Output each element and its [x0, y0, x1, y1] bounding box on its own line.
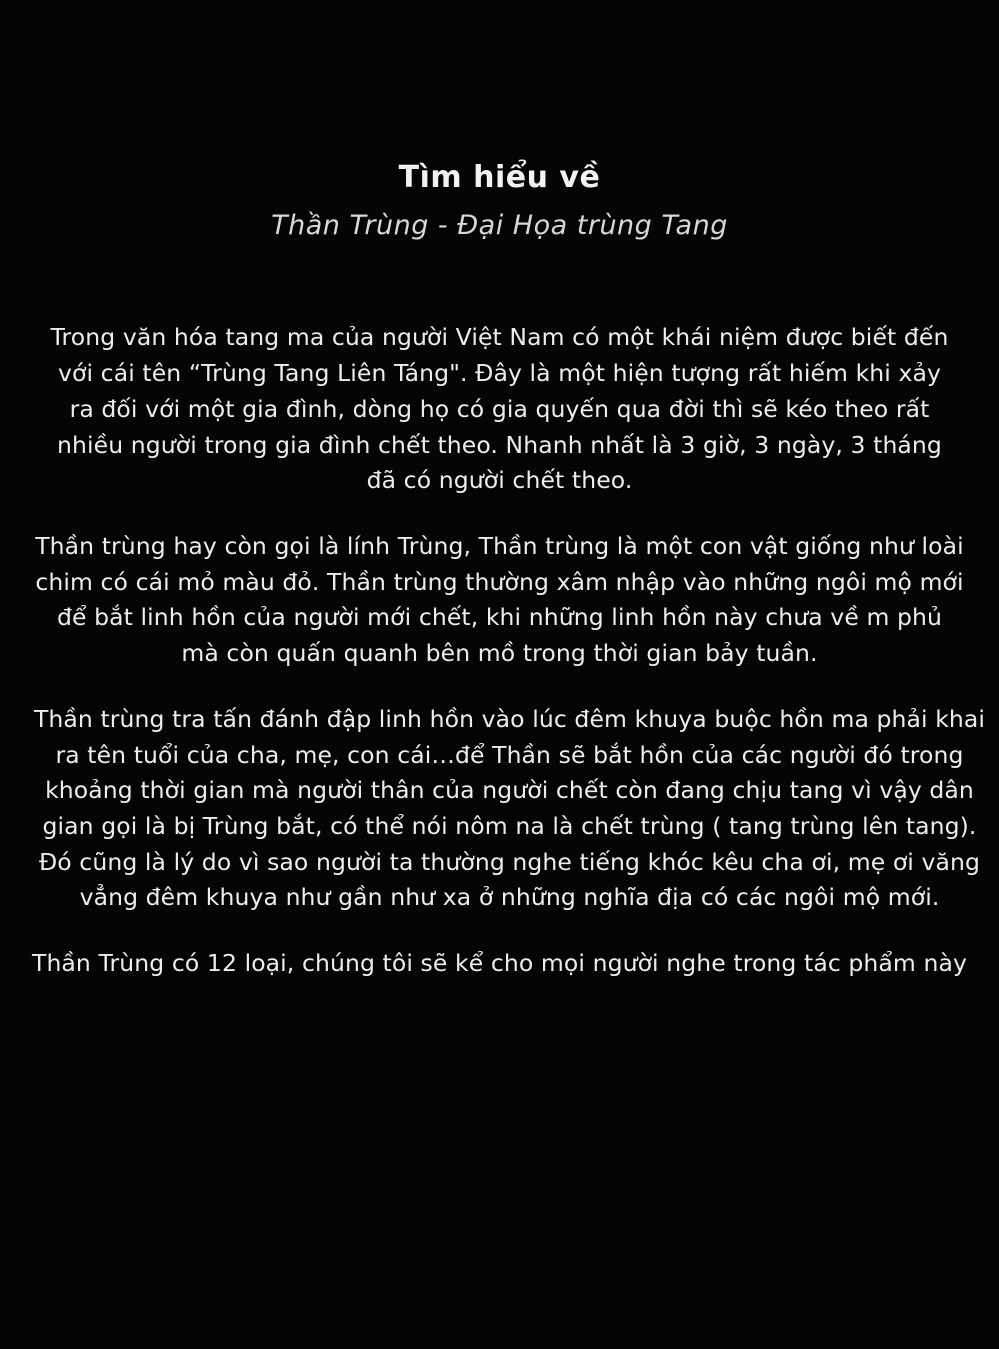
paragraph: Thần trùng tra tấn đánh đập linh hồn vào lúc đêm khuya buộc hồn ma phải khai ra tên tuổi của cha, mẹ, con cái…để Thần sẽ bắt hồn của các người đó trong khoảng thời gian mà người thân của người chết còn đang chịu tang vì vậy dân gian gọi là bị Trùng bắt, có thể nói nôm na là chết trùng ( tang trùng lên tang). Đó cũng là lý do vì sao người ta thường nghe tiếng khóc kêu cha ơi, mẹ ơi văng vẳng đêm khuya như gần như xa ở những nghĩa địa có các ngôi mộ mới. [33, 704, 986, 912]
document-body [30, 242, 986, 982]
paragraph: Thần trùng hay còn gọi là lính Trùng, Thần trùng là một con vật giống như loài chim có cái mỏ màu đỏ. Thần trùng thường xâm nhập vào những ngôi mộ mới để bắt linh hồn của người mới chết, khi những linh hồn này chưa về m phủ mà còn quấn quanh bên mồ trong thời gian bảy tuần. [35, 531, 964, 668]
paragraph: Thần Trùng có 12 loại, chúng tôi sẽ kể cho mọi người nghe trong tác phẩm này [31, 949, 967, 978]
page-title: Tìm hiểu về [398, 160, 601, 195]
document-header [0, 0, 999, 242]
paragraph: Trong văn hóa tang ma của người Việt Nam có một khái niệm được biết đến với cái tên “Trùng Tang Liên Táng". Đây là một hiện tượng rất hiếm khi xảy ra đối với một gia đình, dòng họ có gia quyến qua đời thì sẽ kéo theo rất nhiều người trong gia đình chết theo. Nhanh nhất là 3 giờ, 3 ngày, 3 tháng đã có người chết theo. [50, 323, 949, 495]
page-subtitle: Thần Trùng - Đại Họa trùng Tang [271, 210, 728, 241]
